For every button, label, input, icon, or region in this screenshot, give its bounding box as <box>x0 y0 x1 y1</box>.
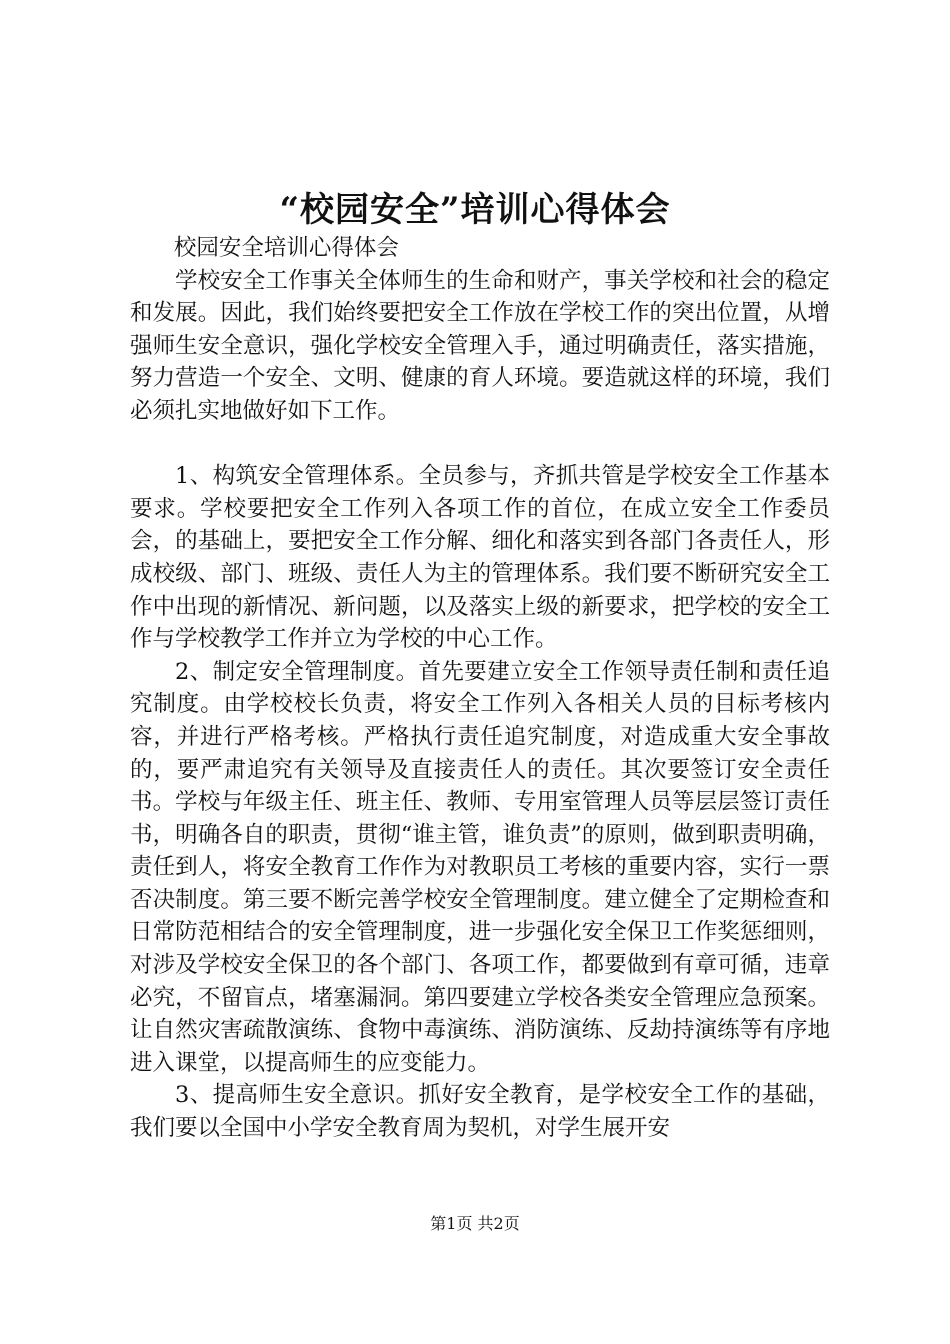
paragraph-1: 1、构筑安全管理体系。全员参与，齐抓共管是学校安全工作基本要求。学校要把安全工作列入各项工作的首位，在成立安全工作委员会，的基础上，要把安全工作分解、细化和落实到各部门各责任人，形成校级、部门、班级、责任人为主的管理体系。我们要不断研究安全工作中出现的新情况、新问题，以及落实上级的新要求，把学校的安全工作与学校教学工作并立为学校的中心工作。 <box>130 463 830 653</box>
paragraph-intro: 学校安全工作事关全体师生的生命和财产，事关学校和社会的稳定和发展。因此，我们始终要把安全工作放在学校工作的突出位置，从增强师生安全意识，强化学校安全管理入手，通过明确责任，落实措施，努力营造一个安全、文明、健康的育人环境。要造就这样的环境，我们必须扎实地做好如下工作。 <box>130 267 830 424</box>
paragraph-2: 2、制定安全管理制度。首先要建立安全工作领导责任制和责任追究制度。由学校校长负责，将安全工作列入各相关人员的目标考核内容，并进行严格考核。严格执行责任追究制度，对造成重大安全事故的，要严肃追究有关领导及直接责任人的责任。其次要签订安全责任书。学校与年级主任、班主任、教师、专用室管理人员等层层签订责任书，明确各自的职责，贯彻“谁主管，谁负责”的原则，做到职责明确，责任到人，将安全教育工作作为对教职员工考核的重要内容，实行一票否决制度。第三要不断完善学校安全管理制度。建立健全了定期检查和日常防范相结合的安全管理制度，进一步强化安全保卫工作奖惩细则，对涉及学校安全保卫的各个部门、各项工作，都要做到有章可循，违章必究，不留盲点，堵塞漏洞。第四要建立学校各类安全管理应急预案。让自然灾害疏散演练、食物中毒演练、消防演练、反劫持演练等有序地进入课堂，以提高师生的应变能力。 <box>130 658 830 1076</box>
document-body <box>130 232 830 1145</box>
document-title: “校园安全”培训心得体会 <box>279 190 671 230</box>
paragraph-spacer <box>130 428 830 461</box>
document-subtitle: 校园安全培训心得体会 <box>173 235 399 261</box>
page-footer: 第1页 共2页 <box>430 1214 520 1233</box>
paragraph-3: 3、提高师生安全意识。抓好安全教育，是学校安全工作的基础，我们要以全国中小学安全教育周为契机，对学生展开安 <box>130 1082 830 1142</box>
